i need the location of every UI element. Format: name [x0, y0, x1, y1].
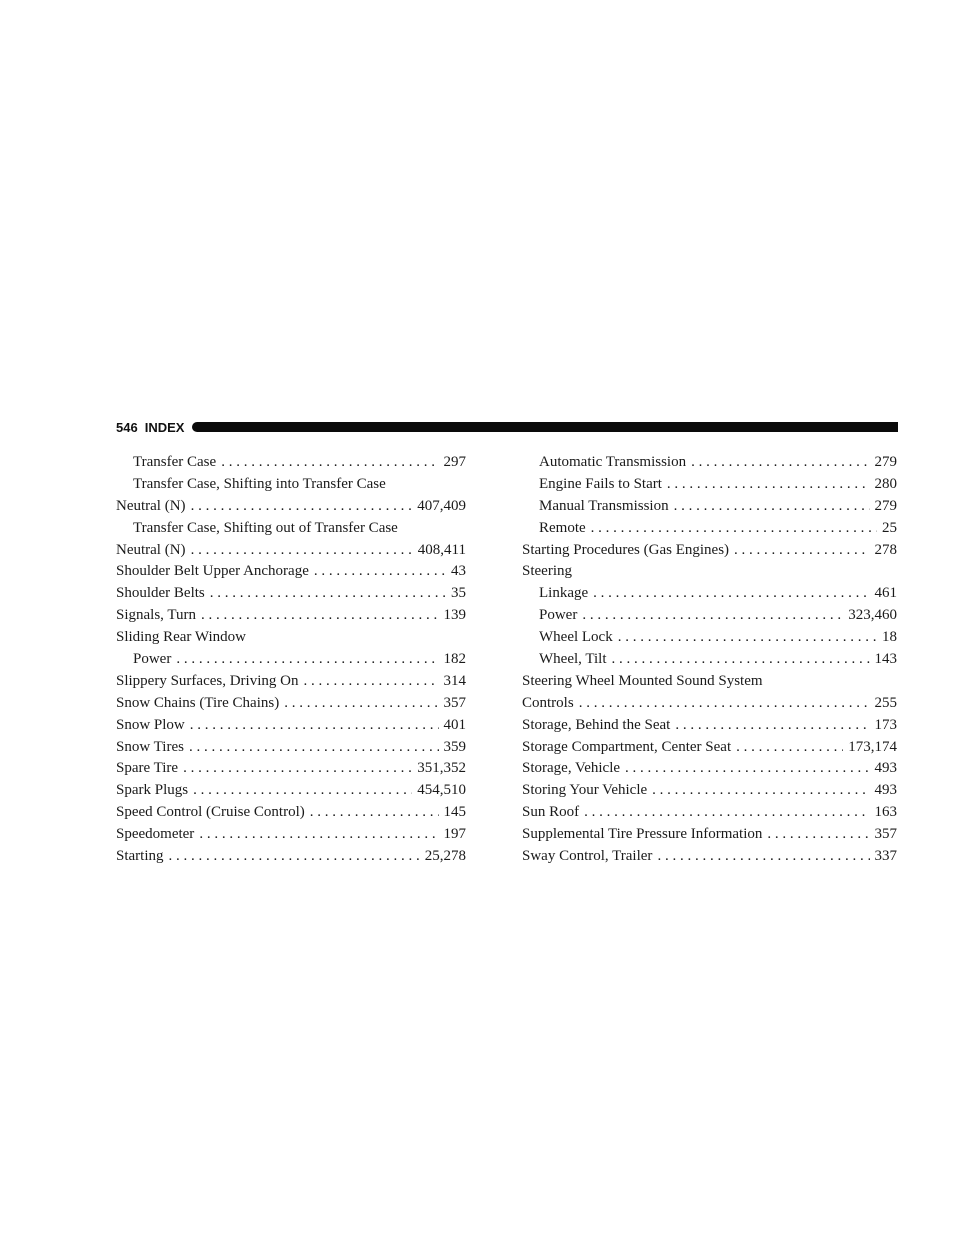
dot-leader — [579, 693, 870, 715]
index-entry-label: Snow Plow — [116, 716, 185, 733]
index-entry-page: 408,411 — [417, 541, 466, 558]
index-entry-page: 35 — [451, 585, 466, 602]
index-entry-label: Neutral (N) — [116, 497, 186, 514]
index-entry-page: 143 — [874, 651, 897, 668]
index-entry — [116, 627, 466, 649]
index-entry — [116, 737, 466, 759]
index-column-right — [522, 452, 897, 868]
index-entry-page: 314 — [443, 672, 466, 689]
index-entry-label: Transfer Case, Shifting out of Transfer Case — [133, 519, 398, 536]
index-entry-page: 279 — [874, 454, 897, 470]
index-entry — [116, 780, 466, 802]
index-entry-label: Spark Plugs — [116, 782, 189, 799]
index-entry — [116, 758, 466, 780]
index-entry-label: Shoulder Belts — [116, 585, 205, 602]
dot-leader — [303, 671, 438, 693]
index-entry-label: Supplemental Tire Pressure Information — [522, 826, 763, 843]
page-header — [116, 418, 898, 436]
index-entry — [522, 737, 897, 759]
index-entry-page: 197 — [443, 826, 466, 843]
index-entry — [522, 605, 897, 627]
index-entry-page: 182 — [443, 651, 466, 668]
page-number: 546 — [116, 419, 138, 435]
index-entry — [522, 758, 897, 780]
index-entry — [116, 693, 466, 715]
index-entry-page: 407,409 — [417, 497, 466, 514]
dot-leader — [591, 518, 877, 540]
index-entry-label: Storage, Behind the Seat — [522, 716, 671, 733]
header-rule — [192, 422, 898, 432]
index-entry-page: 255 — [874, 694, 897, 711]
index-entry-label: Storage, Vehicle — [522, 760, 621, 777]
index-entry-page: 18 — [882, 629, 897, 646]
index-entry-label: Sun Roof — [522, 804, 580, 821]
index-entry — [522, 583, 897, 605]
index-entry — [116, 496, 466, 518]
index-entry-page: 279 — [874, 497, 897, 514]
index-entry-page: 163 — [874, 804, 897, 821]
index-entry — [522, 496, 897, 518]
index-entry — [522, 846, 897, 868]
index-entry-label: Spare Tire — [116, 760, 179, 777]
dot-leader — [189, 737, 439, 759]
index-entry-label: Automatic Transmission — [539, 454, 687, 470]
dot-leader — [734, 540, 869, 562]
index-entry — [522, 824, 897, 846]
dot-leader — [667, 474, 870, 496]
dot-leader — [183, 758, 412, 780]
index-entry-label: Power — [539, 607, 578, 624]
dot-leader — [284, 693, 438, 715]
index-entry-label: Snow Tires — [116, 738, 184, 755]
index-entry-label: Wheel Lock — [539, 629, 613, 646]
index-entry-label: Manual Transmission — [539, 497, 669, 514]
index-entry-page: 25 — [882, 519, 897, 536]
dot-leader — [199, 824, 438, 846]
index-entry — [522, 715, 897, 737]
index-entry-label: Power — [133, 651, 172, 668]
dot-leader — [584, 802, 869, 824]
index-entry-label: Transfer Case — [133, 454, 217, 470]
index-entry-page: 297 — [443, 454, 466, 470]
dot-leader — [652, 780, 869, 802]
index-entry-label: Slippery Surfaces, Driving On — [116, 672, 299, 689]
index-entry-page: 401 — [443, 716, 466, 733]
index-entry — [116, 802, 466, 824]
index-entry — [522, 561, 897, 583]
index-entry — [116, 583, 466, 605]
index-entry-label: Signals, Turn — [116, 607, 197, 624]
dot-leader — [767, 824, 869, 846]
index-entry — [522, 802, 897, 824]
index-entry — [522, 693, 897, 715]
index-entry-page: 454,510 — [417, 782, 466, 799]
dot-leader — [582, 605, 843, 627]
index-entry-page: 278 — [874, 541, 897, 558]
index-entry-page: 280 — [874, 475, 897, 492]
index-entry — [522, 518, 897, 540]
index-entry-label: Controls — [522, 694, 574, 711]
index-entry-page: 359 — [443, 738, 466, 755]
index-entry — [116, 846, 466, 868]
index-entry-label: Wheel, Tilt — [539, 651, 607, 668]
index-entry-label: Transfer Case, Shifting into Transfer Case — [133, 475, 386, 492]
dot-leader — [612, 649, 870, 671]
index-entry-page: 173,174 — [848, 738, 897, 755]
index-entry-label: Remote — [539, 519, 586, 536]
index-entry — [116, 452, 466, 474]
index-entry — [116, 474, 466, 496]
index-entry-page: 461 — [874, 585, 897, 602]
dot-leader — [191, 540, 413, 562]
index-entry — [522, 540, 897, 562]
dot-leader — [736, 737, 843, 759]
dot-leader — [201, 605, 438, 627]
index-entry-page: 493 — [874, 782, 897, 799]
index-entry-page: 145 — [443, 804, 466, 821]
index-entry-label: Starting Procedures (Gas Engines) — [522, 541, 730, 558]
index-entry — [522, 452, 897, 474]
page-title: INDEX — [144, 419, 185, 435]
index-entry — [522, 474, 897, 496]
dot-leader — [691, 452, 869, 474]
dot-leader — [210, 583, 446, 605]
index-entry — [116, 605, 466, 627]
dot-leader — [657, 846, 869, 868]
dot-leader — [176, 649, 438, 671]
dot-leader — [169, 846, 420, 868]
index-entry-label: Steering Wheel Mounted Sound System — [522, 672, 763, 689]
dot-leader — [593, 583, 869, 605]
index-entry — [116, 561, 466, 583]
dot-leader — [314, 561, 446, 583]
dot-leader — [625, 758, 869, 780]
index-entry-label: Speed Control (Cruise Control) — [116, 804, 305, 821]
index-entry-page: 139 — [443, 607, 466, 624]
index-entry — [116, 671, 466, 693]
index-entry-page: 43 — [451, 563, 466, 580]
index-entry-page: 351,352 — [417, 760, 466, 777]
index-entry-page: 337 — [874, 848, 897, 865]
dot-leader — [221, 452, 438, 474]
index-entry-page: 357 — [874, 826, 897, 843]
index-entry-label: Shoulder Belt Upper Anchorage — [116, 563, 309, 580]
index-entry — [522, 780, 897, 802]
index-entry — [522, 649, 897, 671]
dot-leader — [618, 627, 877, 649]
index-entry-label: Steering — [522, 563, 572, 580]
index-entry-label: Sliding Rear Window — [116, 629, 246, 646]
index-entry-label: Engine Fails to Start — [539, 475, 662, 492]
dot-leader — [193, 780, 412, 802]
index-entry-page: 493 — [874, 760, 897, 777]
dot-leader — [674, 496, 870, 518]
dot-leader — [190, 715, 439, 737]
index-column-left — [116, 452, 466, 868]
index-entry-label: Starting — [116, 848, 164, 865]
index-entry — [116, 540, 466, 562]
dot-leader — [191, 496, 413, 518]
index-entry-page: 25,278 — [424, 848, 466, 865]
index-entry — [116, 715, 466, 737]
index-entry — [522, 627, 897, 649]
index-entry-page: 357 — [443, 694, 466, 711]
index-entry-label: Snow Chains (Tire Chains) — [116, 694, 280, 711]
dot-leader — [310, 802, 439, 824]
dot-leader — [675, 715, 869, 737]
index-entry-label: Storage Compartment, Center Seat — [522, 738, 732, 755]
index-entry — [116, 649, 466, 671]
index-entry — [116, 824, 466, 846]
index-entry-page: 173 — [874, 716, 897, 733]
index-entry-label: Neutral (N) — [116, 541, 186, 558]
index-entry-label: Sway Control, Trailer — [522, 848, 653, 865]
index-entry-page: 323,460 — [848, 607, 897, 624]
index-entry — [116, 518, 466, 540]
index-entry-label: Storing Your Vehicle — [522, 782, 648, 799]
index-entry-label: Linkage — [539, 585, 589, 602]
index-entry — [522, 671, 897, 693]
index-entry-label: Speedometer — [116, 826, 195, 843]
